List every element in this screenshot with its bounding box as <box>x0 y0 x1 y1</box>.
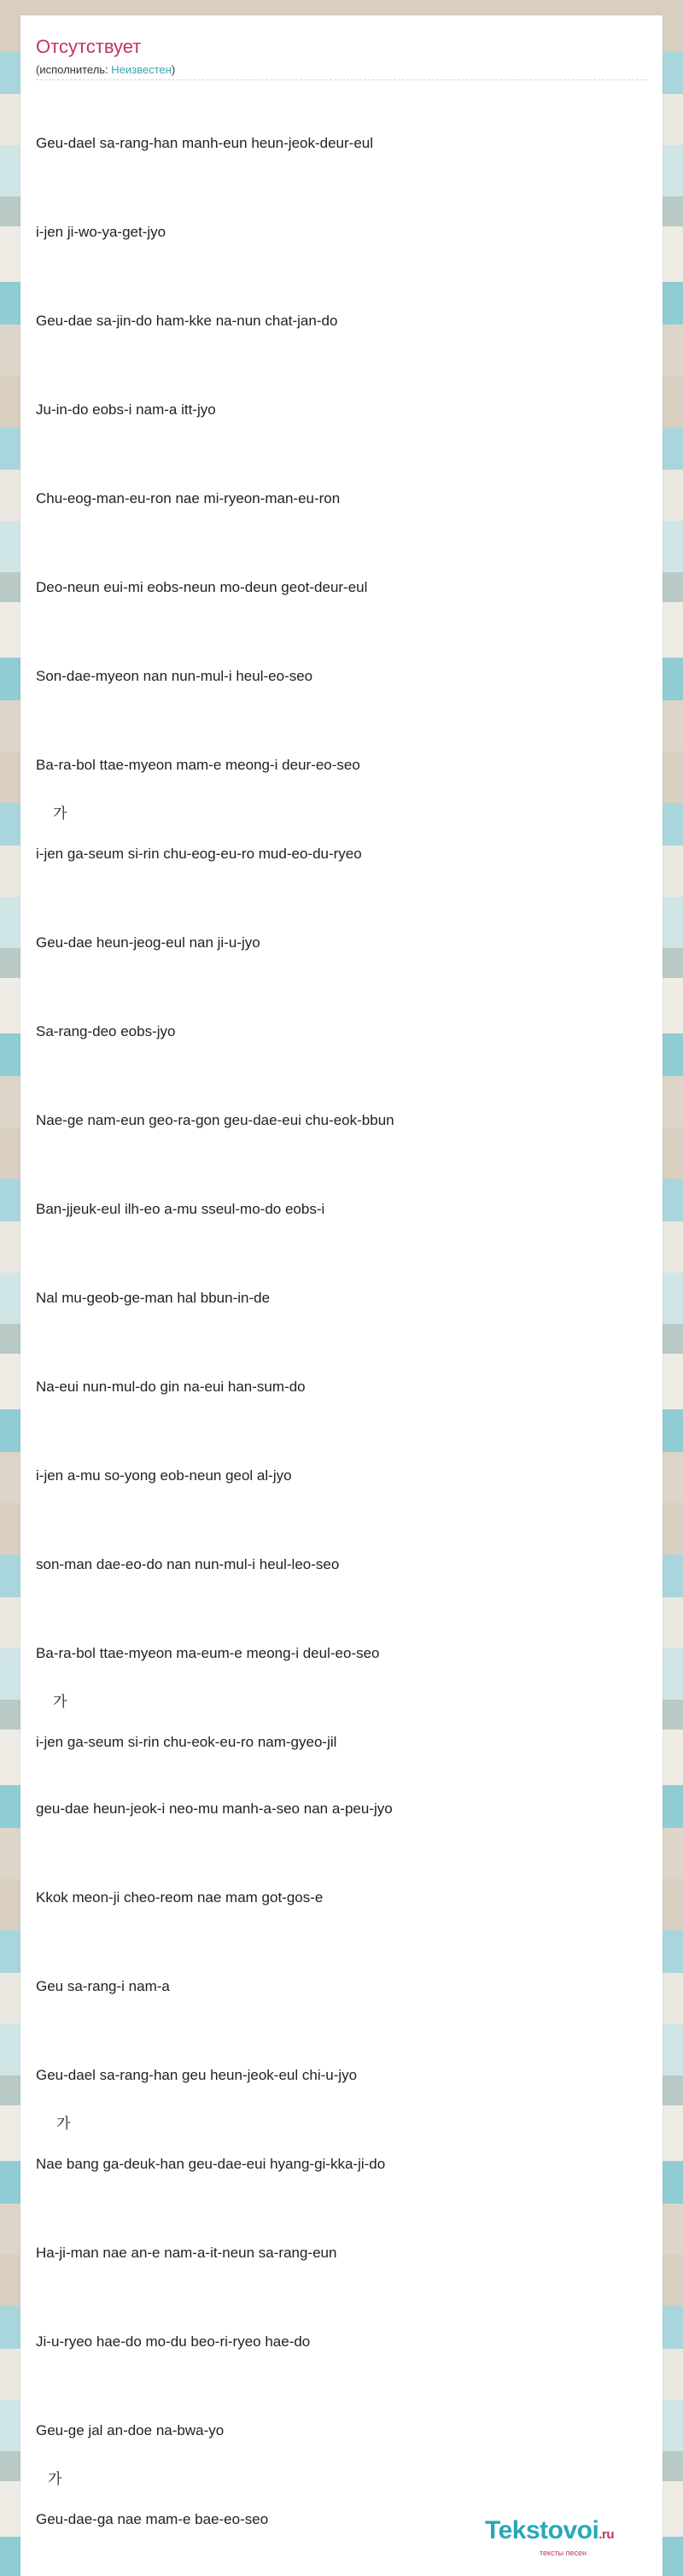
header-divider <box>36 79 647 80</box>
hangul-mark: 가 <box>56 2116 71 2132</box>
lyric-line: Geu-dae-ga nae mam-e bae-eo-seo <box>36 2511 269 2527</box>
lyric-line: Nae-ge nam-eun geo-ra-gon geu-dae-eui chu-eok-bbun <box>36 1112 394 1128</box>
logo-tld: .ru <box>598 2527 614 2542</box>
lyric-line: Geu-dael sa-rang-han manh-eun heun-jeok-deur-eul <box>36 135 374 151</box>
hangul-mark: 가 <box>48 2471 62 2487</box>
lyric-line: Son-dae-myeon nan nun-mul-i heul-eo-seo <box>36 668 313 684</box>
logo-text: Tekstovoi <box>485 2516 599 2544</box>
lyric-line: Nal mu-geob-ge-man hal bbun-in-de <box>36 1290 271 1306</box>
artist-suffix: ) <box>171 63 176 76</box>
lyric-line: Geu sa-rang-i nam-a <box>36 1978 170 1994</box>
lyric-line: i-jen a-mu so-yong eob-neun geol al-jyo <box>36 1467 292 1484</box>
song-title: Отсутствует <box>36 36 142 57</box>
lyric-line: Na-eui nun-mul-do gin na-eui han-sum-do <box>36 1379 306 1395</box>
lyric-line: Ji-u-ryeo hae-do mo-du beo-ri-ryeo hae-do <box>36 2333 311 2350</box>
lyric-line: Geu-dae heun-jeog-eul nan ji-u-jyo <box>36 934 260 951</box>
logo-tagline: тексты песен <box>540 2549 587 2557</box>
hangul-mark: 가 <box>53 805 67 822</box>
lyric-line: i-jen ga-seum si-rin chu-eog-eu-ro mud-eo-du-ryeo <box>36 846 362 862</box>
lyric-line: Ba-ra-bol ttae-myeon mam-e meong-i deur-eo-seo <box>36 757 360 773</box>
lyric-line: i-jen ji-wo-ya-get-jyo <box>36 224 166 240</box>
lyric-line: Kkok meon-ji cheo-reom nae mam got-gos-e <box>36 1889 324 1906</box>
lyric-line: Geu-dae sa-jin-do ham-kke na-nun chat-jan-do <box>36 313 338 329</box>
lyric-line: i-jen ga-seum si-rin chu-eok-eu-ro nam-gyeo-jil <box>36 1734 337 1750</box>
artist-line <box>36 63 175 76</box>
artist-link[interactable]: Неизвестен <box>111 63 172 76</box>
hangul-mark: 가 <box>53 1694 67 1710</box>
lyric-line: Ban-jjeuk-eul ilh-eo a-mu sseul-mo-do eobs-i <box>36 1201 325 1217</box>
lyric-line: Geu-ge jal an-doe na-bwa-yo <box>36 2422 225 2438</box>
lyric-line: son-man dae-eo-do nan nun-mul-i heul-leo-seo <box>36 1556 340 1572</box>
lyric-line: Sa-rang-deo eobs-jyo <box>36 1023 176 1039</box>
lyric-line: Ha-ji-man nae an-e nam-a-it-neun sa-rang-eun <box>36 2245 337 2261</box>
lyric-line: Chu-eog-man-eu-ron nae mi-ryeon-man-eu-ron <box>36 490 341 506</box>
lyric-line: Deo-neun eui-mi eobs-neun mo-deun geot-deur-eul <box>36 579 368 595</box>
lyric-line: Ba-ra-bol ttae-myeon ma-eum-e meong-i deul-eo-seo <box>36 1645 380 1661</box>
lyric-line: Nae bang ga-deuk-han geu-dae-eui hyang-gi-kka-ji-do <box>36 2156 386 2172</box>
site-logo[interactable] <box>485 2516 614 2545</box>
artist-prefix: (исполнитель: <box>36 63 112 76</box>
lyric-line: geu-dae heun-jeok-i neo-mu manh-a-seo nan a-peu-jyo <box>36 1800 393 1817</box>
lyric-line: Ju-in-do eobs-i nam-a itt-jyo <box>36 401 216 418</box>
lyric-line: Geu-dael sa-rang-han geu heun-jeok-eul chi-u-jyo <box>36 2067 358 2083</box>
